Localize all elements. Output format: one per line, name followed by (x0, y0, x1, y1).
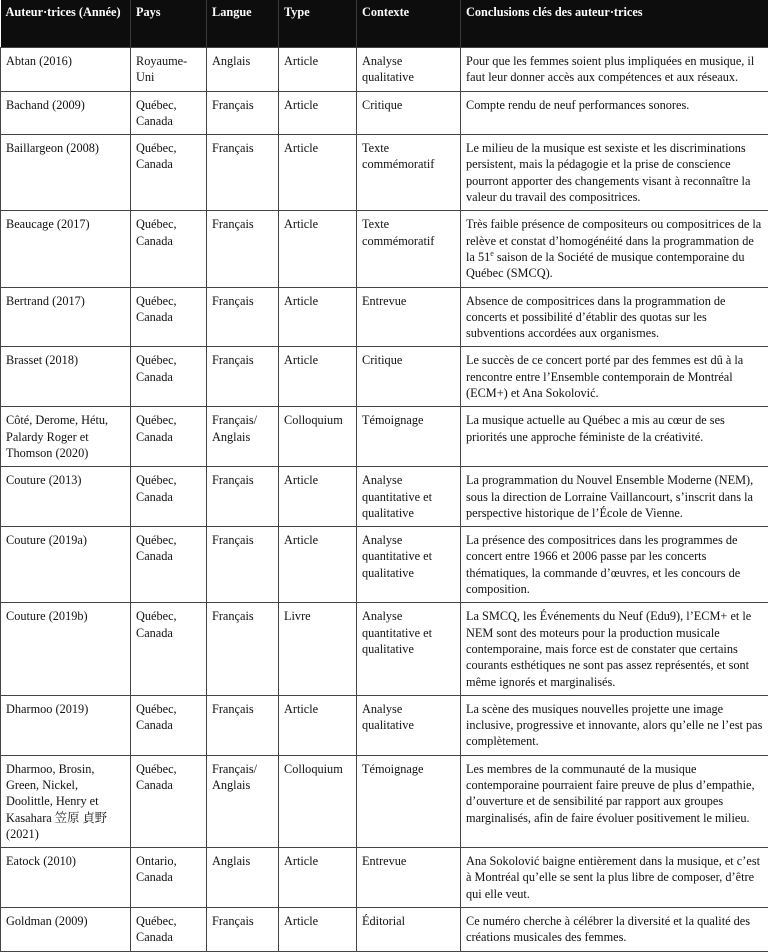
cell-contexte: Témoignage (357, 407, 461, 467)
cell-type: Article (279, 848, 357, 908)
cell-type: Article (279, 211, 357, 287)
cell-langue: Français (207, 695, 279, 755)
table-row (1, 527, 768, 603)
cell-type: Article (279, 527, 357, 603)
table-row (1, 467, 768, 527)
cell-auteurs: Couture (2019a) (1, 527, 131, 603)
cell-langue: Français (207, 527, 279, 603)
cell-pays: Québec, Canada (131, 695, 207, 755)
table-row (1, 908, 768, 952)
header-conclusions: Conclusions clés des auteur·trices (461, 0, 768, 48)
cell-contexte: Texte commémoratif (357, 135, 461, 211)
cell-auteurs: Baillargeon (2008) (1, 135, 131, 211)
table-row (1, 211, 768, 287)
cell-langue: Français (207, 603, 279, 695)
cell-contexte: Critique (357, 91, 461, 135)
cell-conclusions: Les membres de la communauté de la musique contemporaine pourraient faire preuve de plus d’empathie, d’ouverture et de sensibilité par rapport aux groupes marginalisés, afin de faire évoluer positivement le milieu. (461, 755, 768, 847)
cell-auteurs: Abtan (2016) (1, 48, 131, 92)
cell-contexte: Témoignage (357, 755, 461, 847)
cell-conclusions: La présence des compositrices dans les programmes de concert entre 1966 et 2006 passe par les concerts thématiques, la commande d’œuvres, et les concours de composition. (461, 527, 768, 603)
table-row (1, 603, 768, 695)
table-row (1, 135, 768, 211)
cell-contexte: Entrevue (357, 287, 461, 347)
table-row (1, 695, 768, 755)
cell-contexte: Analyse quantitative et qualitative (357, 603, 461, 695)
cell-type: Article (279, 135, 357, 211)
cell-auteurs: Beaucage (2017) (1, 211, 131, 287)
cell-langue: Anglais (207, 848, 279, 908)
cell-auteurs: Brasset (2018) (1, 347, 131, 407)
cell-langue: Français/ Anglais (207, 407, 279, 467)
cell-conclusions: La musique actuelle au Québec a mis au cœur de ses priorités une approche féministe de la créativité. (461, 407, 768, 467)
cell-auteurs: Côté, Derome, Hétu, Palardy Roger et Thomson (2020) (1, 407, 131, 467)
header-contexte: Contexte (357, 0, 461, 48)
cell-contexte: Texte commémoratif (357, 211, 461, 287)
header-type: Type (279, 0, 357, 48)
cell-auteurs: Dharmoo (2019) (1, 695, 131, 755)
table-row (1, 407, 768, 467)
cell-langue: Français (207, 467, 279, 527)
cell-pays: Québec, Canada (131, 527, 207, 603)
table-row (1, 347, 768, 407)
cell-type: Article (279, 347, 357, 407)
table-row (1, 755, 768, 847)
cell-type: Article (279, 91, 357, 135)
cell-conclusions: Très faible présence de compositeurs ou compositrices de la relève et constat d’homogénéité dans la programmation de la 51e saison de la Société de musique contemporaine du Québec (SMCQ). (461, 211, 768, 287)
table-row (1, 287, 768, 347)
cell-langue: Français (207, 347, 279, 407)
cell-pays: Québec, Canada (131, 91, 207, 135)
cell-pays: Québec, Canada (131, 467, 207, 527)
cell-auteurs: Couture (2013) (1, 467, 131, 527)
cell-conclusions: Ce numéro cherche à célébrer la diversité et la qualité des créations musicales des femmes. (461, 908, 768, 952)
cell-contexte: Éditorial (357, 908, 461, 952)
cell-pays: Québec, Canada (131, 407, 207, 467)
header-langue: Langue (207, 0, 279, 48)
cell-pays: Québec, Canada (131, 603, 207, 695)
cell-type: Article (279, 287, 357, 347)
cell-langue: Anglais (207, 48, 279, 92)
cell-conclusions: La programmation du Nouvel Ensemble Moderne (NEM), sous la direction de Lorraine Vaillancourt, s’inscrit dans la perspective historique de l’École de Vienne. (461, 467, 768, 527)
cell-auteurs: Eatock (2010) (1, 848, 131, 908)
cell-type: Colloquium (279, 407, 357, 467)
cell-contexte: Analyse quantitative et qualitative (357, 467, 461, 527)
cell-conclusions: Ana Sokolović baigne entièrement dans la musique, et c’est à Montréal qu’elle se sent la plus libre de composer, d’être qui elle veut. (461, 848, 768, 908)
cell-pays: Royaume-Uni (131, 48, 207, 92)
cell-conclusions: Le succès de ce concert porté par des femmes est dû à la rencontre entre l’Ensemble contemporain de Montréal (ECM+) et Ana Sokolović. (461, 347, 768, 407)
header-pays: Pays (131, 0, 207, 48)
cell-contexte: Critique (357, 347, 461, 407)
cell-conclusions: Pour que les femmes soient plus impliquées en musique, il faut leur donner accès aux compétences et aux réseaux. (461, 48, 768, 92)
cell-pays: Québec, Canada (131, 135, 207, 211)
cell-auteurs: Bachand (2009) (1, 91, 131, 135)
table-row (1, 848, 768, 908)
cell-pays: Québec, Canada (131, 287, 207, 347)
cell-pays: Québec, Canada (131, 908, 207, 952)
cell-langue: Français (207, 287, 279, 347)
cell-langue: Français (207, 135, 279, 211)
cell-auteurs: Couture (2019b) (1, 603, 131, 695)
cell-contexte: Entrevue (357, 848, 461, 908)
cell-conclusions: Compte rendu de neuf performances sonores. (461, 91, 768, 135)
cell-type: Colloquium (279, 755, 357, 847)
cell-type: Livre (279, 603, 357, 695)
cell-auteurs: Bertrand (2017) (1, 287, 131, 347)
cell-pays: Québec, Canada (131, 211, 207, 287)
header-auteurs: Auteur·trices (Année) (1, 0, 131, 48)
cell-contexte: Analyse quantitative et qualitative (357, 527, 461, 603)
table-row (1, 48, 768, 92)
cell-pays: Québec, Canada (131, 347, 207, 407)
cell-langue: Français (207, 211, 279, 287)
cell-langue: Français (207, 908, 279, 952)
cell-conclusions: La scène des musiques nouvelles projette une image inclusive, progressive et innovante, alors qu’elle ne l’est pas complètement. (461, 695, 768, 755)
cell-langue: Français/ Anglais (207, 755, 279, 847)
cell-type: Article (279, 467, 357, 527)
cell-type: Article (279, 695, 357, 755)
cell-conclusions: La SMCQ, les Événements du Neuf (Edu9), l’ECM+ et le NEM sont des moteurs pour la production musicale contemporaine, mais force est de constater que certains courants esthétiques ne sont pas assez représentés, et sont même ignorés et marginalisés. (461, 603, 768, 695)
cell-auteurs: Goldman (2009) (1, 908, 131, 952)
cell-pays: Québec, Canada (131, 755, 207, 847)
cell-contexte: Analyse qualitative (357, 48, 461, 92)
cell-pays: Ontario, Canada (131, 848, 207, 908)
header-row (1, 0, 768, 48)
cell-type: Article (279, 48, 357, 92)
cell-type: Article (279, 908, 357, 952)
table-row (1, 91, 768, 135)
cell-conclusions: Le milieu de la musique est sexiste et les discriminations persistent, mais la pédagogie et la prise de conscience pourront apporter des changements visant à reconnaître la valeur du travail des compositrices. (461, 135, 768, 211)
cell-langue: Français (207, 91, 279, 135)
cell-conclusions: Absence de compositrices dans la programmation de concerts et possibilité d’établir des quotas sur les subventions accordées aux organismes. (461, 287, 768, 347)
cell-auteurs: Dharmoo, Brosin, Green, Nickel, Doolittle, Henry et Kasahara 笠原 貞野 (2021) (1, 755, 131, 847)
cell-contexte: Analyse qualitative (357, 695, 461, 755)
